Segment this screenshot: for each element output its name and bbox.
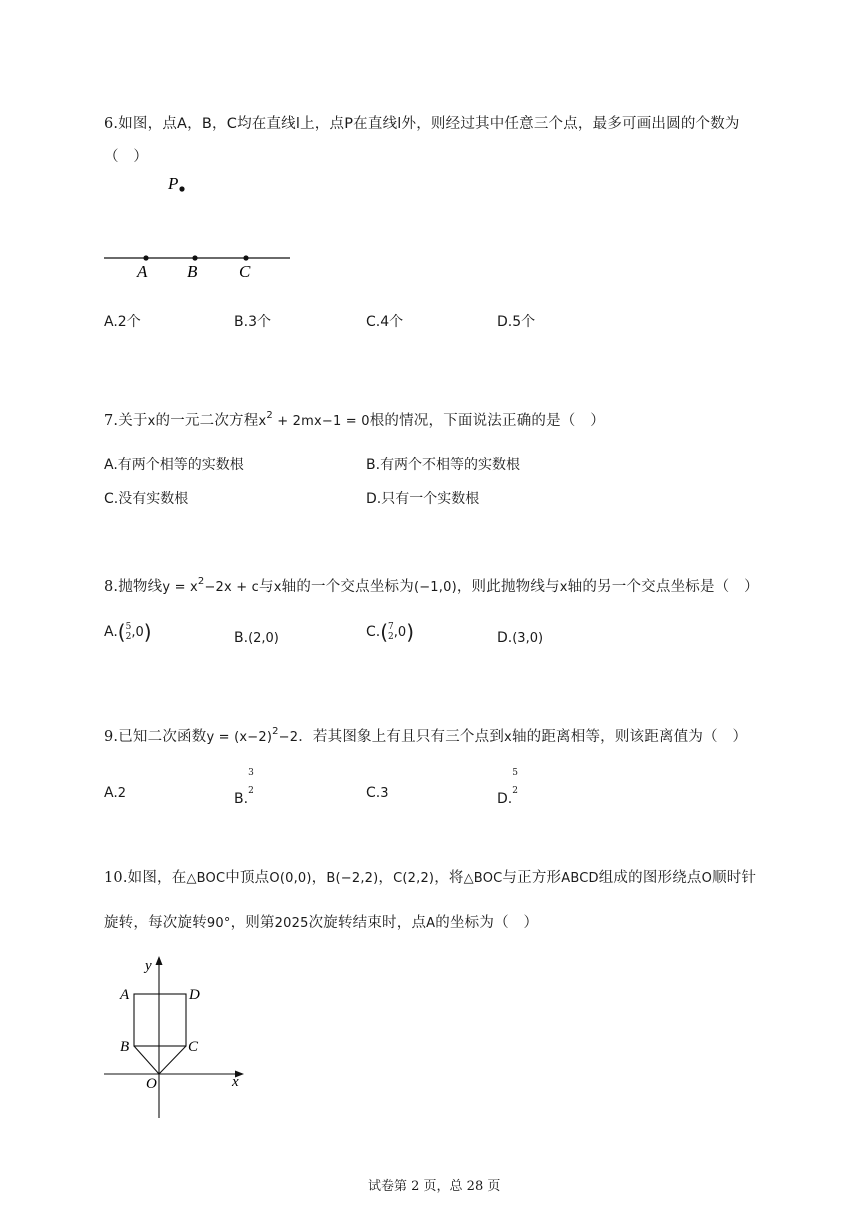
option-letter: D. [497,791,513,807]
q10-text-f: 顺时针 [712,870,757,886]
option-letter: D. [366,491,382,507]
q9-equation [206,726,299,745]
q10-triangle: △BOC [186,871,226,886]
fraction [512,768,518,796]
q6-text-e: 外，则经过其中任意三个点，最多可画出圆的个数为 [401,116,740,132]
q6-sep: ， [187,116,202,132]
option-letter: C. [366,624,381,640]
option-value: (3,0) [512,631,544,646]
option-letter: B. [234,630,249,646]
q10-line2-a: 旋转，每次旋转 [104,915,207,931]
q10-count: 2025 [274,916,309,931]
fraction-denominator: 2 [512,786,518,796]
q10-fig-label-y: y [145,958,152,974]
option-value: 2 [117,786,127,801]
option-unit: 个 [521,314,536,330]
q6-fig-label-p: P [168,174,179,193]
q10-fig-square [134,994,186,1046]
q10-fig-label-b: B [120,1039,130,1055]
paren-right: ) [143,620,152,644]
q10-degree: 90° [206,916,231,931]
q10-text-b: 中顶点 [225,870,270,886]
option-unit: 个 [389,314,404,330]
q10-text-d: 与正方形 [502,870,562,886]
option-unit: 个 [126,314,141,330]
q10-triangle: △BOC [463,871,503,886]
option-value: 5 [512,314,522,330]
q7-var-x: x [147,414,156,429]
option-letter: C. [366,314,381,330]
option-value: 3 [380,786,389,801]
q10-point-a: A [426,916,436,931]
q8-eq-a: y = x [162,580,198,595]
q6-point-b: B [201,116,213,132]
option-letter: D. [497,314,513,330]
option-unit: 个 [256,314,271,330]
q6-fig-point-b [192,255,197,260]
q7-option-b[interactable] [366,454,520,474]
q10-fig-y-arrow [156,956,163,965]
option-letter: A. [104,624,118,640]
q10-text-e: 组成的图形绕点 [598,870,702,886]
q7-eq-exp: 2 [266,410,273,421]
q10-sep: ， [378,870,394,886]
q6-stem [104,112,740,133]
fraction-numerator: 5 [125,622,132,632]
option-value: 3 [248,314,257,330]
q9-eq-b: −2 [278,730,299,745]
q10-point-b: B(−2,2) [326,871,379,886]
q10-fig-label-d: D [189,987,200,1003]
q6-text-c: 上，点 [300,116,345,132]
q8-option-c[interactable] [366,620,414,644]
option-value: 2 [117,314,127,330]
q9-text-c: 轴的距离相等，则该距离值为（ ） [511,729,748,745]
q6-option-d[interactable] [497,311,535,331]
q10-fig-label-a: A [120,987,130,1003]
q6-point-a: A [177,116,188,132]
option-letter: B. [234,314,249,330]
option-letter: C. [366,785,381,801]
option-rest: ,0 [393,625,407,640]
q9-eq-a: y = (x−2) [206,730,273,745]
q10-text-a: 10.如图，在 [104,870,187,886]
q9-text-b: ．若其图象上有且只有三个点到 [298,729,505,745]
option-letter: A. [104,785,118,801]
q6-figure [100,168,300,283]
option-letter: B. [234,791,249,807]
q8-eq-exp: 2 [197,576,205,587]
q8-eq-b: −2x + c [204,580,260,595]
q7-option-d[interactable] [366,488,479,508]
option-letter: D. [497,630,513,646]
option-text: 只有一个实数根 [381,491,480,507]
option-text: 有两个相等的实数根 [117,457,244,473]
q10-line2-d: 的坐标为（ ） [435,915,539,931]
q10-stem-line2 [104,911,538,932]
q8-text-c: 轴的一个交点坐标为 [281,579,414,595]
page-footer: 试卷第 2 页，总 28 页 [368,1179,501,1194]
q10-stem-line1 [104,866,756,887]
q9-option-a[interactable] [104,785,126,801]
q8-option-a[interactable] [104,620,152,644]
fraction-denominator: 2 [125,632,132,642]
option-rest: ,0 [131,625,144,640]
q10-point-o2: O [701,871,713,886]
q6-text-a: 6.如图，点 [104,116,178,132]
q8-var-x: x [273,580,282,595]
q10-fig-label-c: C [188,1039,199,1055]
q9-option-b[interactable] [234,768,254,807]
q7-option-c[interactable] [104,488,188,508]
option-letter: A. [104,314,118,330]
q10-figure [100,952,260,1124]
option-letter: A. [104,457,118,473]
q10-fig-label-x: x [232,1074,239,1090]
q10-fig-label-o: O [146,1076,157,1092]
q8-stem [104,575,759,596]
q6-fig-point-c [243,255,248,260]
option-value: (2,0) [248,631,279,646]
fraction-denominator: 2 [248,786,254,796]
q6-fig-label-c: C [239,262,251,281]
paren-right: ) [406,620,414,644]
q8-text-d: ，则此抛物线与 [456,579,560,595]
q10-line2-b: ，则第 [230,915,275,931]
q10-line2-c: 次旋转结束时，点 [308,915,427,931]
q7-eq-rest: + 2mx−1 = 0 [272,414,370,429]
q8-var-x2: x [559,580,568,595]
q8-equation [162,576,260,595]
option-letter: C. [104,491,119,507]
q6-option-a[interactable] [104,311,141,331]
q10-fig-triangle [134,1046,186,1074]
q6-option-b[interactable] [234,311,271,331]
q7-eq-base: x [258,414,267,429]
option-letter: B. [366,457,381,473]
q9-text-a: 9.已知二次函数 [104,729,207,745]
q8-point: (−1,0) [413,580,457,595]
q6-sep: ， [212,116,227,132]
q9-var-x: x [504,730,512,745]
q10-text-c: ，将 [434,870,464,886]
paren-left: ( [117,620,126,644]
q7-text-a: 7.关于 [104,413,148,429]
q8-text-a: 8.抛物线 [104,579,163,595]
q9-eq-exp: 2 [272,726,279,737]
q6-option-c[interactable] [366,311,403,331]
q8-text-b: 与 [259,579,274,595]
q8-option-b[interactable] [234,630,279,646]
q7-option-a[interactable] [104,454,244,474]
q6-answer-paren: （ ） [104,149,149,165]
option-text: 没有实数根 [118,491,189,507]
option-value: 4 [380,314,390,330]
fraction-numerator: 5 [512,768,518,778]
q6-text-d: 在直线 [353,116,398,132]
q7-stem [104,409,605,430]
q9-option-d[interactable] [497,768,518,807]
option-text: 有两个不相等的实数根 [380,457,521,473]
q6-fig-label-a: A [137,262,148,281]
q9-option-c[interactable] [366,785,389,801]
q7-equation [258,410,370,429]
q9-stem [104,725,747,746]
q6-point-p: P [344,116,354,132]
q10-point-c: C(2,2) [393,871,435,886]
q6-fig-label-b: B [187,262,198,281]
q6-text-b: 均在直线 [237,116,296,132]
q10-sep: ， [311,870,327,886]
fraction-numerator: 3 [248,768,254,778]
fraction-numerator: 7 [388,622,394,632]
q6-fig-point-a [143,255,148,260]
q6-line-l2: l [397,116,402,132]
q6-fig-point-p [179,186,184,191]
q8-text-e: 轴的另一个交点坐标是（ ） [567,579,759,595]
q8-option-d[interactable] [497,630,543,646]
q10-square: ABCD [561,871,599,886]
q7-text-c: 根的情况，下面说法正确的是（ ） [369,413,605,429]
fraction-denominator: 2 [388,632,394,642]
fraction [248,768,254,796]
q6-line-l: l [295,116,301,132]
q6-point-c: C [226,116,238,132]
q10-point-o: O(0,0) [269,871,312,886]
q7-text-b: 的一元二次方程 [155,413,259,429]
paren-left: ( [380,620,389,644]
